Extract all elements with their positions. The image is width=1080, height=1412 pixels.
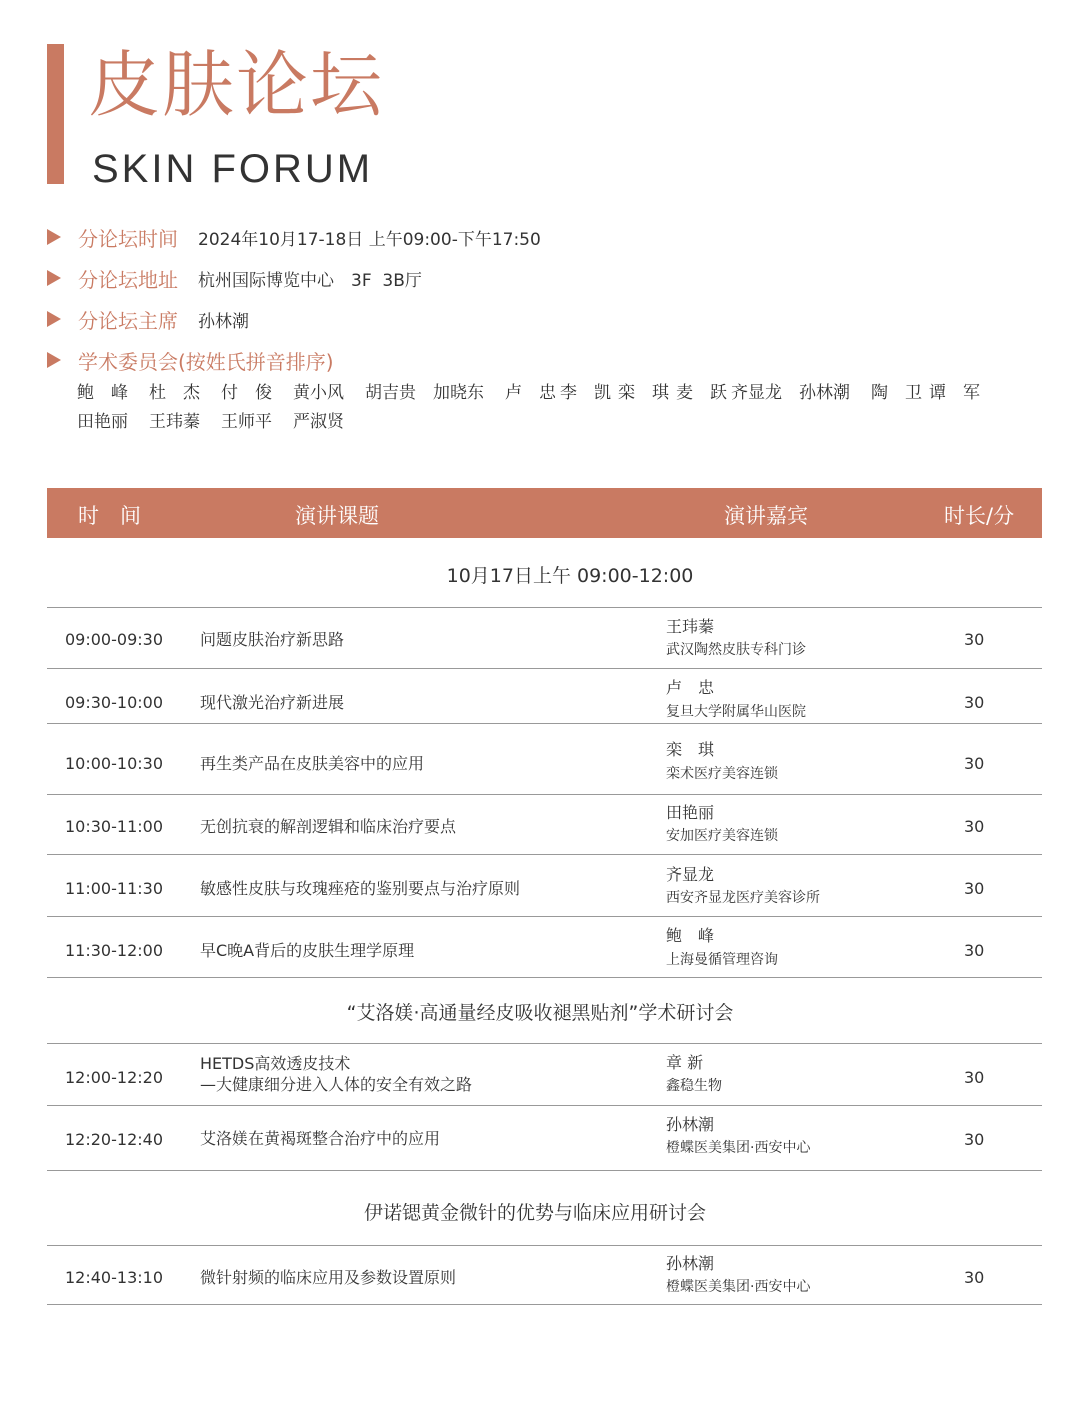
row-speaker: 孙林潮	[666, 1254, 715, 1273]
row-time: 10:00-10:30	[65, 754, 163, 773]
row-speaker: 章 新	[666, 1053, 704, 1072]
row-duration: 30	[964, 693, 985, 712]
row-organization: 上海曼循管理咨询	[666, 952, 778, 968]
row-topic: 无创抗衰的解剖逻辑和临床治疗要点	[200, 817, 457, 836]
row-speaker: 卢 忠	[666, 678, 715, 697]
table-row	[47, 917, 1042, 977]
triangle-bullet-icon	[47, 270, 61, 286]
row-organization: 复旦大学附属华山医院	[666, 704, 806, 720]
committee-member: 付 俊	[221, 383, 272, 403]
table-row	[47, 1246, 1042, 1304]
triangle-bullet-icon	[47, 229, 61, 245]
committee-member: 胡吉贵	[365, 383, 416, 403]
column-header-speaker: 演讲嘉宾	[724, 504, 808, 528]
row-time: 12:40-13:10	[65, 1268, 163, 1287]
row-topic: 微针射频的临床应用及参数设置原则	[200, 1268, 457, 1287]
divider	[47, 1304, 1042, 1305]
table-row	[47, 1106, 1042, 1170]
committee-member: 加晓东	[433, 383, 484, 403]
row-organization: 武汉陶然皮肤专科门诊	[666, 642, 806, 658]
committee-member: 严淑贤	[293, 412, 344, 432]
schedule-table-header	[47, 488, 1042, 538]
info-label: 分论坛时间	[78, 226, 178, 251]
committee-member: 黄小风	[293, 383, 344, 403]
row-speaker: 栾 琪	[666, 740, 715, 759]
committee-member: 卢 忠	[505, 383, 556, 403]
row-organization: 鑫稳生物	[666, 1078, 722, 1094]
row-time: 11:00-11:30	[65, 879, 163, 898]
row-topic: 再生类产品在皮肤美容中的应用	[200, 754, 425, 773]
committee-member: 齐显龙	[731, 383, 782, 403]
info-committee	[47, 345, 334, 375]
info-label: 学术委员会(按姓氏拼音排序)	[78, 349, 334, 374]
row-speaker: 田艳丽	[666, 803, 715, 822]
committee-member: 栾 琪	[618, 383, 669, 403]
row-time: 10:30-11:00	[65, 817, 163, 836]
row-speaker: 孙林潮	[666, 1115, 715, 1134]
divider	[47, 977, 1042, 978]
page-title: 皮肤论坛	[88, 43, 385, 127]
row-topic: 问题皮肤治疗新思路	[200, 630, 345, 649]
committee-member: 李 凯	[560, 383, 611, 403]
info-value: 2024年10月17-18日 上午09:00-下午17:50	[198, 229, 541, 250]
row-topic-subtitle: —大健康细分进入人体的安全有效之路	[200, 1075, 473, 1094]
row-organization: 安加医疗美容连锁	[666, 828, 778, 844]
committee-member: 谭 军	[929, 383, 980, 403]
row-organization: 橙蝶医美集团·西安中心	[666, 1279, 811, 1295]
committee-line-2	[77, 408, 365, 437]
info-label: 分论坛主席	[78, 308, 178, 333]
committee-member: 麦 跃	[676, 383, 727, 403]
info-value: 杭州国际博览中心 3F 3B厅	[198, 270, 422, 291]
row-topic: 现代激光治疗新进展	[200, 693, 345, 712]
row-topic: 早C晚A背后的皮肤生理学原理	[200, 941, 415, 960]
row-time: 09:00-09:30	[65, 630, 163, 649]
row-duration: 30	[964, 1068, 985, 1087]
column-header-time: 时 间	[78, 504, 141, 528]
triangle-bullet-icon	[47, 352, 61, 368]
info-forum-venue	[47, 263, 422, 293]
row-organization: 橙蝶医美集团·西安中心	[666, 1140, 811, 1156]
table-row	[47, 795, 1042, 854]
row-duration: 30	[964, 817, 985, 836]
triangle-bullet-icon	[47, 311, 61, 327]
committee-member: 田艳丽	[77, 412, 128, 432]
table-row	[47, 669, 1042, 723]
column-header-duration: 时长/分	[944, 504, 1015, 528]
row-organization: 栾术医疗美容连锁	[666, 766, 778, 782]
table-row	[47, 855, 1042, 916]
table-row	[47, 608, 1042, 668]
session-title: 10月17日上午 09:00-12:00	[446, 565, 694, 587]
column-header-topic: 演讲课题	[295, 504, 379, 528]
committee-member: 鲍 峰	[77, 383, 128, 403]
info-value: 孙林潮	[198, 311, 249, 332]
row-duration: 30	[964, 941, 985, 960]
session-title: 伊诺锶黄金微针的优势与临床应用研讨会	[363, 1202, 706, 1224]
title-accent-bar	[47, 44, 64, 184]
row-topic: 艾洛媄在黄褐斑整合治疗中的应用	[200, 1129, 441, 1148]
row-time: 11:30-12:00	[65, 941, 163, 960]
row-speaker: 鲍 峰	[666, 926, 715, 945]
page-subtitle: SKIN FORUM	[92, 147, 374, 191]
session-title: “艾洛媄·高通量经皮吸收褪黑贴剂”学术研讨会	[346, 1002, 734, 1024]
row-time: 09:30-10:00	[65, 693, 163, 712]
info-forum-chair	[47, 304, 249, 334]
committee-member: 杜 杰	[149, 383, 200, 403]
row-duration: 30	[964, 754, 985, 773]
row-duration: 30	[964, 1268, 985, 1287]
row-duration: 30	[964, 879, 985, 898]
table-row	[47, 1044, 1042, 1105]
info-label: 分论坛地址	[78, 267, 178, 292]
row-time: 12:00-12:20	[65, 1068, 163, 1087]
committee-member: 陶 卫	[871, 383, 922, 403]
divider	[47, 1170, 1042, 1171]
row-time: 12:20-12:40	[65, 1130, 163, 1149]
committee-member: 孙林潮	[799, 383, 850, 403]
row-organization: 西安齐显龙医疗美容诊所	[666, 890, 820, 906]
info-forum-time	[47, 222, 541, 252]
committee-line-1	[77, 379, 979, 408]
row-speaker: 齐显龙	[666, 865, 715, 884]
row-duration: 30	[964, 1130, 985, 1149]
row-speaker: 王玮蓁	[666, 617, 715, 636]
row-duration: 30	[964, 630, 985, 649]
row-topic: 敏感性皮肤与玫瑰痤疮的鉴别要点与治疗原则	[200, 879, 521, 898]
row-topic: HETDS高效透皮技术	[200, 1054, 351, 1073]
committee-member: 王师平	[221, 412, 272, 432]
table-row	[47, 724, 1042, 794]
committee-member: 王玮蓁	[149, 412, 200, 432]
